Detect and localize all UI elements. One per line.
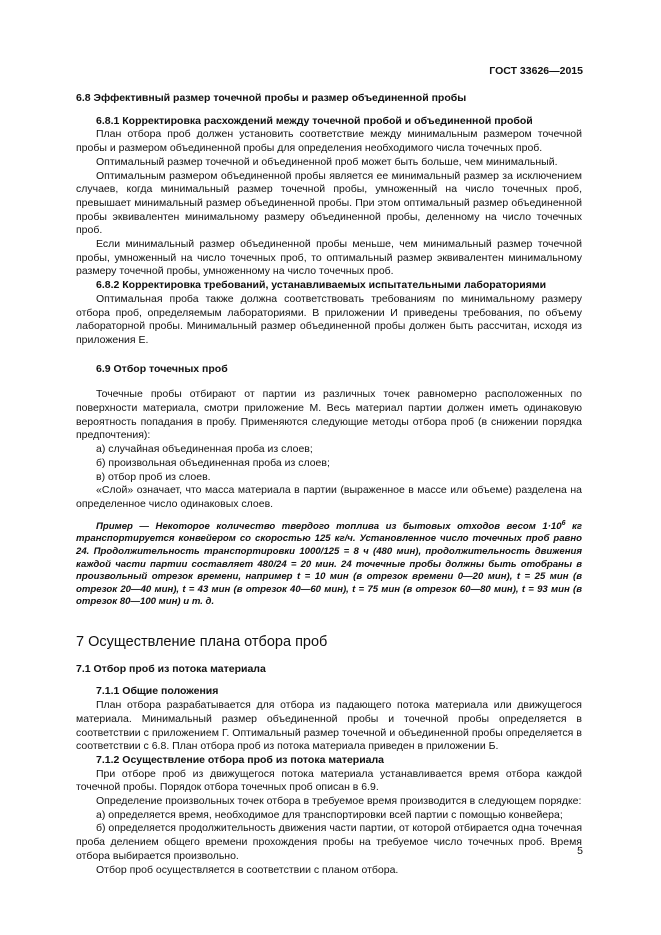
list-item: а) случайная объединенная проба из слоев; [96,443,313,456]
paragraph: План отбора проб должен установить соответствие между минимальным размером точечной пробы и размером объединенной пробы для определения необходимого числа точечных проб. [76,128,582,155]
paragraph: Оптимальным размером объединенной пробы является ее минимальный размер за исключением случаев, когда минимальный размер точечной пробы, умноженный на число точечных проб, превышает минимальный размер объединенной пробы. При этом оптимальный размер объединенной пробы эквивалентен минимальному размеру объединенной пробы, деленному на число точечных проб. [76,169,582,237]
example-exponent: 6 [561,519,566,527]
section-6-8-title: 6.8 Эффективный размер точечной пробы и размер объединенной пробы [76,92,467,104]
list-item: в) отбор проб из слоев. [96,470,211,483]
paragraph: Точечные пробы отбирают от партии из различных точек равномерно расположенных по поверхности материала, смотри приложение М. Весь материал партии должен иметь одинаковую вероятность попадания в пробу. Применяются следующие методы отбора проб (в снижении порядка предпочтения): [76,388,582,442]
paragraph: «Слой» означает, что масса материала в партии (выраженное в массе или объеме) разделена на определенное число одинаковых слоев. [76,484,582,510]
section-6-9-title: 6.9 Отбор точечных проб [96,362,228,375]
example-note [76,518,582,609]
example-text-b: кг транспортируется конвейером со скоростью 125 кг/ч. Установленное число точечных проб равно 24. Продолжительность транспортировки 1000/125 = 8 ч (480 мин), продолжительность движения каждой части партии составляет 480/24 = 20 мин. 24 точечные пробы должны быть отобраны в произвольный отрезок времени, например t = 10 мин (в отрезок времени 0—20 мин), t = 25 мин (в отрезок 20—40 мин), t = 43 мин (в отрезок 40—60 мин), t = 75 мин (в отрезок 60—80 мин), t = 93 мин (в отрезок 80—100 мин) и т. д. [76,520,583,608]
example-text-a: Пример — Некоторое количество твердого топлива из бытовых отходов весом 1·10 [96,520,562,532]
page-number: 5 [577,845,583,857]
paragraph: Оптимальный размер точечной и объединенной проб может быть больше, чем минимальный. [96,155,558,168]
paragraph: План отбора разрабатывается для отбора из падающего потока материала или движущегося материала. Минимальный размер объединенной пробы и точечной пробы определяется в соответствии с приложением Г. Оптимальный размер точечной и объединенной пробы определяется в соответствии с 6.8. План отбора проб из потока материала приведен в приложении Б. [76,699,582,753]
section-7-1-2-title: 7.1.2 Осуществление отбора проб из потока материала [96,753,385,766]
paragraph: При отборе проб из движущегося потока материала устанавливается время отбора каждой точечной пробы. Порядок отбора точечных проб описан в 6.9. [76,767,582,794]
paragraph: Определение произвольных точек отбора в требуемое время производится в следующем порядке: [96,795,582,808]
list-item: б) произвольная объединенная проба из слоев; [96,456,330,469]
list-item: а) определяется время, необходимое для транспортировки всей партии с помощью конвейера; [96,808,563,821]
section-7-1-title: 7.1 Отбор проб из потока материала [76,662,266,675]
paragraph: Если минимальный размер объединенной пробы меньше, чем минимальный размер точечной пробы, умноженный на число точечных проб, то оптимальный размер эквивалентен минимальному размеру точечной пробы, умноженному на число точечных проб. [76,238,582,278]
section-6-8-2-title: 6.8.2 Корректировка требований, устанавливаемых испытательными лабораториями [96,279,547,292]
list-item: б) определяется продолжительность движения части партии, от которой отбирается одна точечная проба делением общего времени прохождения пробы на требуемое число точечных проб. Время отбора выбирается произвольно. [76,822,582,862]
document-body [76,92,582,877]
document-header: ГОСТ 33626—2015 [489,65,583,77]
paragraph: Оптимальная проба также должна соответствовать требованиям по минимальному размеру отбора проб, определяемым лабораториями. В приложении И приведены требования, по объему лабораторной пробы. Минимальный размер объединенной пробы должен быть рассчитан, исходя из приложения Е. [76,292,582,346]
paragraph: Отбор проб осуществляется в соответствии с планом отбора. [96,863,399,876]
section-6-8-1-title: 6.8.1 Корректировка расхождений между точечной пробой и объединенной пробой [96,114,533,127]
section-7-1-1-title: 7.1.1 Общие положения [96,685,219,698]
section-7-title: 7 Осуществление плана отбора проб [76,634,328,651]
